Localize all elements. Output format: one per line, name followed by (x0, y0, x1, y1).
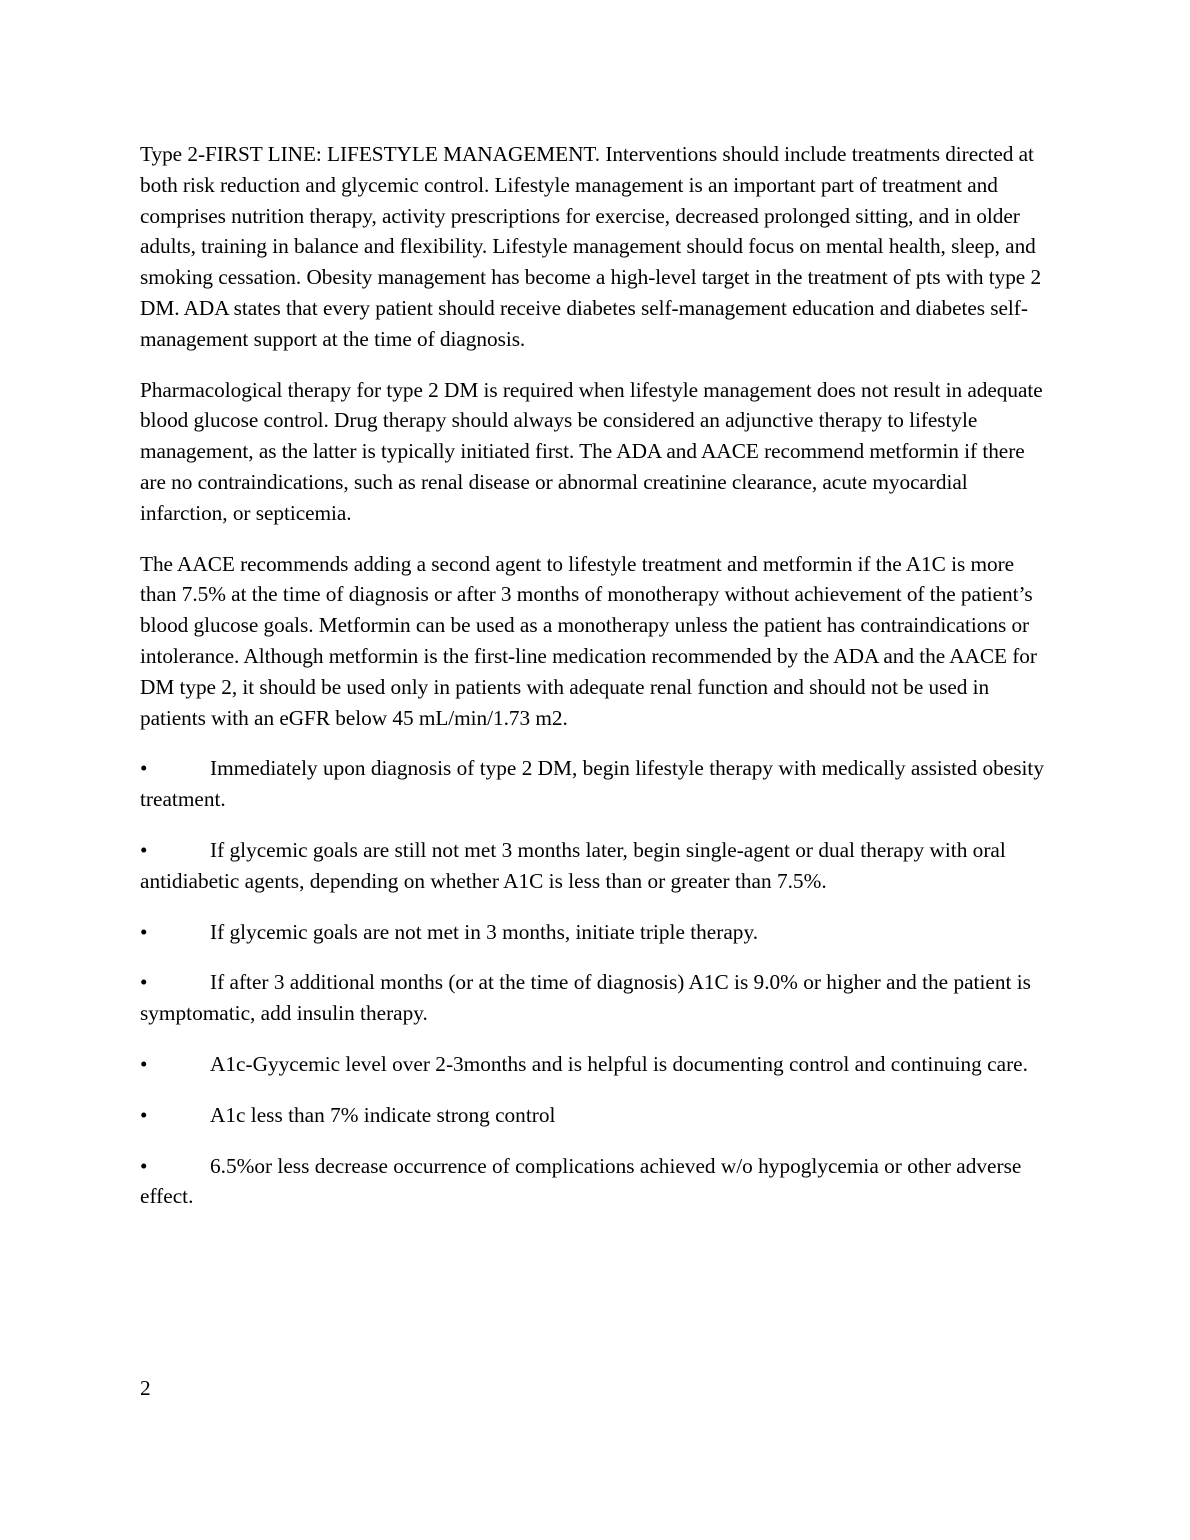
list-item-text: A1c-Gyycemic level over 2-3months and is helpful is documenting control and continuing care. (210, 1051, 1028, 1076)
list-item-text: Immediately upon diagnosis of type 2 DM, begin lifestyle therapy with medically assisted obesity treatment. (140, 756, 1044, 812)
list-item-text: If glycemic goals are still not met 3 months later, begin single-agent or dual therapy with oral antidiabetic agents, depending on whether A1C is less than or greater than 7.5%. (140, 837, 1006, 893)
bullet-icon: • (140, 1102, 148, 1127)
list-item (140, 1100, 1052, 1131)
document-page (140, 139, 1052, 1232)
paragraph-pharmacological-therapy: Pharmacological therapy for type 2 DM is required when lifestyle management does not result in adequate blood glucose control. Drug therapy should always be considered an adjunctive therapy to lifestyle management, as the latter is typically initiated first. The ADA and AACE recommend metformin if there are no contraindications, such as renal disease or abnormal creatinine clearance, acute myocardial infarction, or septicemia. (140, 377, 1043, 525)
list-item (140, 835, 1052, 897)
bullet-icon: • (140, 1051, 148, 1076)
list-item-text: A1c less than 7% indicate strong control (210, 1102, 556, 1127)
bullet-icon: • (140, 837, 148, 862)
list-item (140, 967, 1052, 1029)
bullet-icon: • (140, 970, 148, 995)
list-item (140, 1151, 1052, 1213)
bullet-list (140, 753, 1052, 1212)
list-item (140, 753, 1052, 815)
list-item-text: If glycemic goals are not met in 3 months, initiate triple therapy. (210, 919, 759, 944)
list-item-text: If after 3 additional months (or at the time of diagnosis) A1C is 9.0% or higher and the patient is symptomatic, add insulin therapy. (140, 970, 1031, 1026)
paragraph-aace-recommendations: The AACE recommends adding a second agent to lifestyle treatment and metformin if the A1C is more than 7.5% at the time of diagnosis or after 3 months of monotherapy without achievement of the patient’s blood glucose goals. Metformin can be used as a monotherapy unless the patient has contraindications or intolerance. Although metformin is the first-line medication recommended by the ADA and the AACE for DM type 2, it should be used only in patients with adequate renal function and should not be used in patients with an eGFR below 45 mL/min/1.73 m2. (140, 551, 1037, 730)
bullet-icon: • (140, 919, 148, 944)
page-number: 2 (140, 1376, 151, 1400)
list-item (140, 1049, 1052, 1080)
bullet-icon: • (140, 756, 148, 781)
list-item (140, 917, 1052, 948)
paragraph-lifestyle-management: Type 2-FIRST LINE: LIFESTYLE MANAGEMENT. Interventions should include treatments directed at both risk reduction and glycemic control. Lifestyle management is an important part of treatment and comprises nutrition therapy, activity prescriptions for exercise, decreased prolonged sitting, and in older adults, training in balance and flexibility. Lifestyle management should focus on mental health, sleep, and smoking cessation. Obesity management has become a high-level target in the treatment of pts with type 2 DM. ADA states that every patient should receive diabetes self-management education and diabetes self-management support at the time of diagnosis. (140, 142, 1042, 351)
bullet-icon: • (140, 1153, 148, 1178)
list-item-text: 6.5%or less decrease occurrence of complications achieved w/o hypoglycemia or other adverse effect. (140, 1153, 1022, 1209)
